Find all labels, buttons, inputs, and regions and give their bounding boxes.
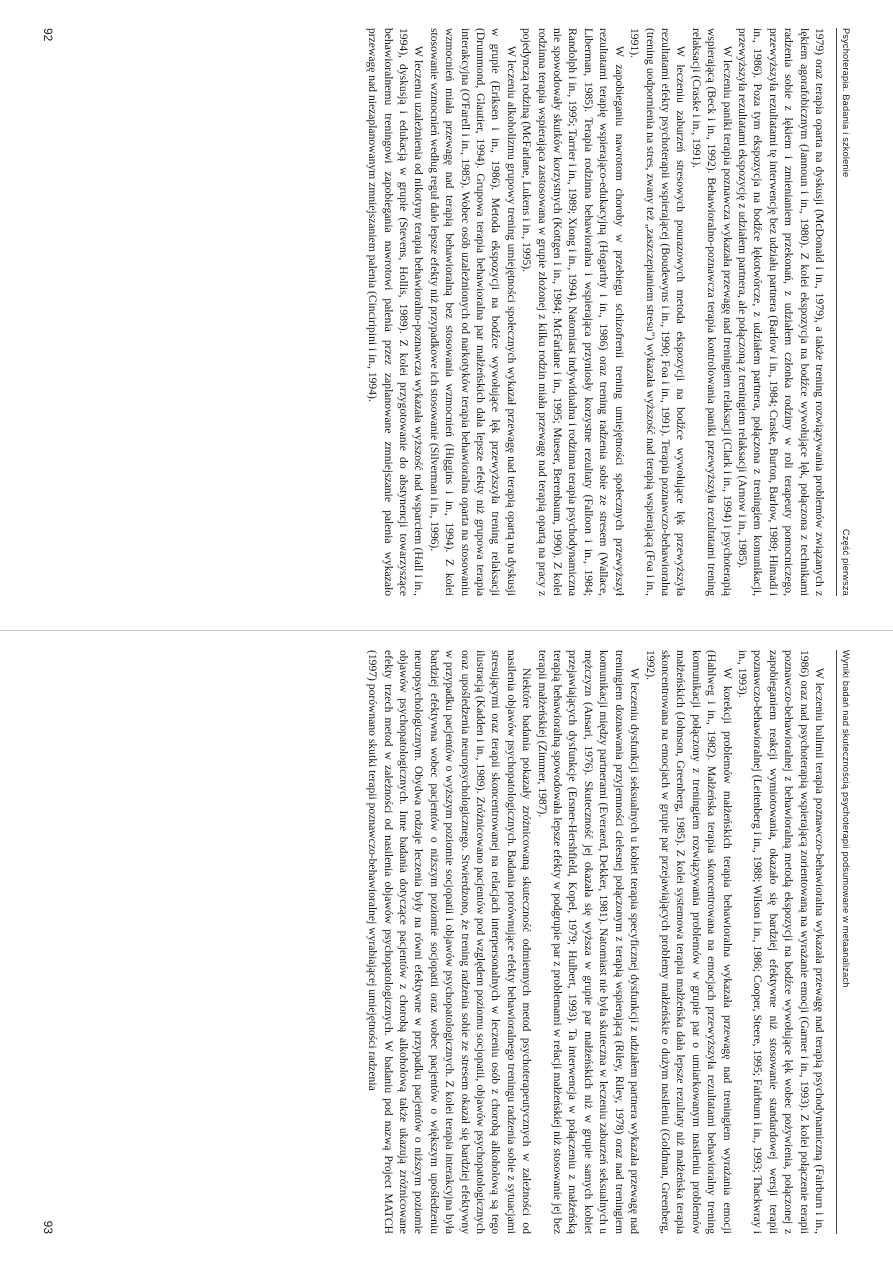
paragraph: Niektóre badania pokazały zróżnicowaną skuteczność odmiennych metod psychoterapeutycznych w zależności od nasilenia objawów psychopatologicznych. Badania porównujące efekty behawioralnego treningu radzenia sobie z sytuacjami stresującymi oraz terapii skoncentrowanej na relacjach interpersonalnych w leczeniu osób z chorobą alkoholową są tego ilustracją (Kadden i in., 1989). Zróżnicowano pacjentów pod względem poziomu socjopatii, objawów psychopatologicznych oraz upośledzenia neuropsychologicznego. Stwierdzono, że trening radzenia sobie ze stresem okazał się bardziej efektywny w przypadku pacjentów o wyższym poziomie socjopatii i objawów psychopatologicznych. Z kolei terapia interakcyjna była bardziej efektywna wobec pacjentów o niższym poziomie socjopatii oraz wobec pacjentów o większym upośledzeniu neuropsychologicznym. Obydwa rodzaje leczenia były na równi efektywne w przypadku pacjentów o niższym poziomie objawów psychopatologicznych. Inne badania dotyczące pacjentów z chorobą alkoholową także ukazują zróżnicowane efekty trzech metod w zależności od nasilenia objawów psychopatologicznych. W badaniu pod nazwą Project MATCH (1997) porównano skutki terapii poznawczo-behawioralnej wyrabiającej umiejętności radzenia	[366, 650, 534, 1234]
running-head-part: Część pierwsza	[841, 528, 851, 596]
paragraph: W leczeniu zaburzeń stresowych pourazowych metoda ekspozycji na bodźce wywołujące lęk przewyższyła rezultatami efekty psychoterapii wspierającej (Boudewyns i in., 1990; Foa i in., 1991). Terapia poznawczo-behawioralna (trening uodpornienia na stres, zwany też „zaszczepianiem stresu") wykazała wyższość nad terapią wspierającą (Foa i in., 1991).	[628, 28, 688, 596]
left-page-92	[39, 28, 851, 596]
page-number: 92	[41, 28, 55, 42]
running-head	[836, 650, 851, 1234]
paragraph: W zapobieganiu nawrotom choroby w przebiegu schizofrenii trening umiejętności społecznych przewyższył rezultatami terapię wspierająco-edukacyjną (Hogarthy i in., 1986) oraz trening radzenia sobie ze stresem (Wallace, Liberman, 1985). Terapia rodzinna behawioralna i wspierająca przyniosły korzystne rezultaty (Falloon i in., 1984; Randolph i in., 1995; Tarrier i in., 1989; Xiong i in., 1994). Natomiast indywidualna i rodzinna terapia psychodynamiczna nie spowodowały skutków korzystnych (Kottgen i in., 1984; McFarlane i in., 1995; Mueser, Berenbaum, 1990). Z kolei rodzinna terapia wspierająca zastosowana w grupie złożonej z kilku rodzin miała przewagę nad terapią opartą na pracy z pojedynczą rodziną (McFarlane, Lukens i in., 1995).	[520, 28, 626, 596]
page-divider	[0, 630, 893, 631]
running-head-title: Psychoterapia. Badania i szkolenie	[841, 28, 851, 178]
running-head-title: Wyniki badań nad skutecznością psychoterapii podsumowane w metaanalizach	[841, 650, 851, 988]
right-page-93	[39, 650, 851, 1234]
paragraph: W leczeniu dysfunkcji seksualnych u kobiet terapia specyficznej dysfunkcji z udziałem partnera wykazała przewagę nad treningiem doznawania przyjemności cielesnej połączonym z terapią wspierającą (Riley, Riley, 1978) oraz nad treningiem komunikacji między partnerami (Everaerd, Dekker, 1981). Natomiast nie była skuteczna w leczeniu zaburzeń seksualnych u mężczyzn (Ansari, 1976). Skuteczność jej okazała się wyższa w grupie par małżeńskich niż w grupie samych kobiet przejawiających dysfunkcje (Ersner-Hershfield, Kopel, 1979; Hulbert, 1993). Ta interwencja w połączeniu z małżeńską terapią behawioralną spowodowała lepsze efekty w podgrupie par z problemami w relacji małżeńskiej niż stosowanie jej bez terapii małżeńskiej (Zimmer, 1987).	[535, 650, 642, 1234]
paragraph: W leczeniu uzależnienia od nikotyny terapia behawioralno-poznawcza wykazała wyższość nad wsparciem (Hall i in., 1994), dyskusją i edukacją w grupie (Stevens, Hollis, 1989). Z kolei przygotowanie do abstynencji towarzyszące behawioralnemu treningowi zapobiegania nawrotowi palenia przez zaplanowane zmniejszanie palenia wykazało przewagę nad niezaplanowanym zmniejszaniem palenia (Cinciripini i in., 1994).	[366, 28, 426, 596]
paragraph: 1979) oraz terapia oparta na dyskusji (McDonald i in., 1979), a także trening rozwiązywania problemów związanych z lękiem agorafobicznym (Jannoun i in., 1980). Z kolei ekspozycja na bodźce wywołujące lęk, połączona z technikami radzenia sobie z lękiem i zmienianiem przekonań, z udziałem członka rodziny w roli terapeuty pomocniczego, przewyższyła rezultatami tę interwencję bez udziału partnera (Barlow i in., 1984; Craske, Burton, Barlow, 1989; Himadi i in., 1986). Poza tym ekspozycja na bodźce lękotwórcze, z udziałem partnera, połączona z treningiem komunikacji, przewyższyła rezultatami ekspozycję z udziałem partnera, ale połączoną z treningiem relaksacji (Arnow i in., 1985).	[735, 28, 826, 596]
paragraph: W leczeniu alkoholizmu grupowy trening umiejętności społecznych wykazał przewagę nad terapią opartą na dyskusji w grupie (Eriksen i in., 1986). Metoda ekspozycji na bodźce wywołujące lęk przewyższyła trening relaksacji (Drummond, Glautier, 1994). Grupowa terapia behawioralna par małżeńskich dała lepsze efekty niż grupowa terapia interakcyjna (O'Farell i in., 1985). Wobec osób uzależnionych od narkotyków terapia behawioralna oparta na stosowaniu wzmocnień miała przewagę nad terapią behawioralną bez stosowania wzmocnień (Higgins i in., 1994). Z kolei stosowanie wzmocnień według reguł dało lepsze efekty niż przypadkowe ich stosowanie (Silverman i in., 1996).	[427, 28, 518, 596]
paragraph: W korekcji problemów małżeńskich terapia behawioralna wykazała przewagę nad treningiem wyrażania emocji (Hahlweg i in., 1982). Małżeńska terapia skoncentrowana na emocjach przewyższyła rezultatami behawioralny trening komunikacji połączony z treningiem rozwiązywania problemów w grupie par o umiarkowanym nasileniu problemów małżeńskich (Johnson, Greenberg, 1985). Z kolei systemowa terapia małżeńska dała lepsze rezultaty niż małżeńska terapia skoncentrowana na emocjach w grupie par przejawiających problemy małżeńskie o dużym nasileniu (Goldman, Greenberg, 1992).	[643, 650, 734, 1234]
body-text	[79, 28, 827, 596]
body-text	[79, 650, 827, 1234]
paragraph: W leczeniu bulimii terapia poznawczo-behawioralna wykazała przewagę nad terapią psychodynamiczną (Fairburn i in., 1986) oraz nad psychoterapią wspierającą zorientowaną na wyrażanie emocji (Garner i in., 1993). Z kolei połączenie terapii poznawczo-behawioralnej z behawioralną metodą ekspozycji na bodźce wywołujące lęk wobec pożywienia, połączonej z zapobieganiem reakcji wymiotowania, okazało się bardziej efektywne niż stosowanie standardowej wersji terapii poznawczo-behawioralnej (Leitenberg i in., 1988; Wilson i in., 1986; Cooper, Steere, 1995; Fairburn i in., 1993; Thackwray i in., 1993).	[735, 650, 826, 1234]
page-number: 93	[41, 1220, 55, 1234]
running-head	[836, 28, 851, 596]
paragraph: W leczeniu paniki terapia poznawcza wykazała przewagę nad treningiem relaksacji (Clark i in., 1994) i psychoterapią wspierającą (Beck i in., 1992). Behawioralno-poznawcza terapia kontrolowania paniki przewyższyła rezultatami trening relaksacji (Craske i in., 1991).	[689, 28, 734, 596]
